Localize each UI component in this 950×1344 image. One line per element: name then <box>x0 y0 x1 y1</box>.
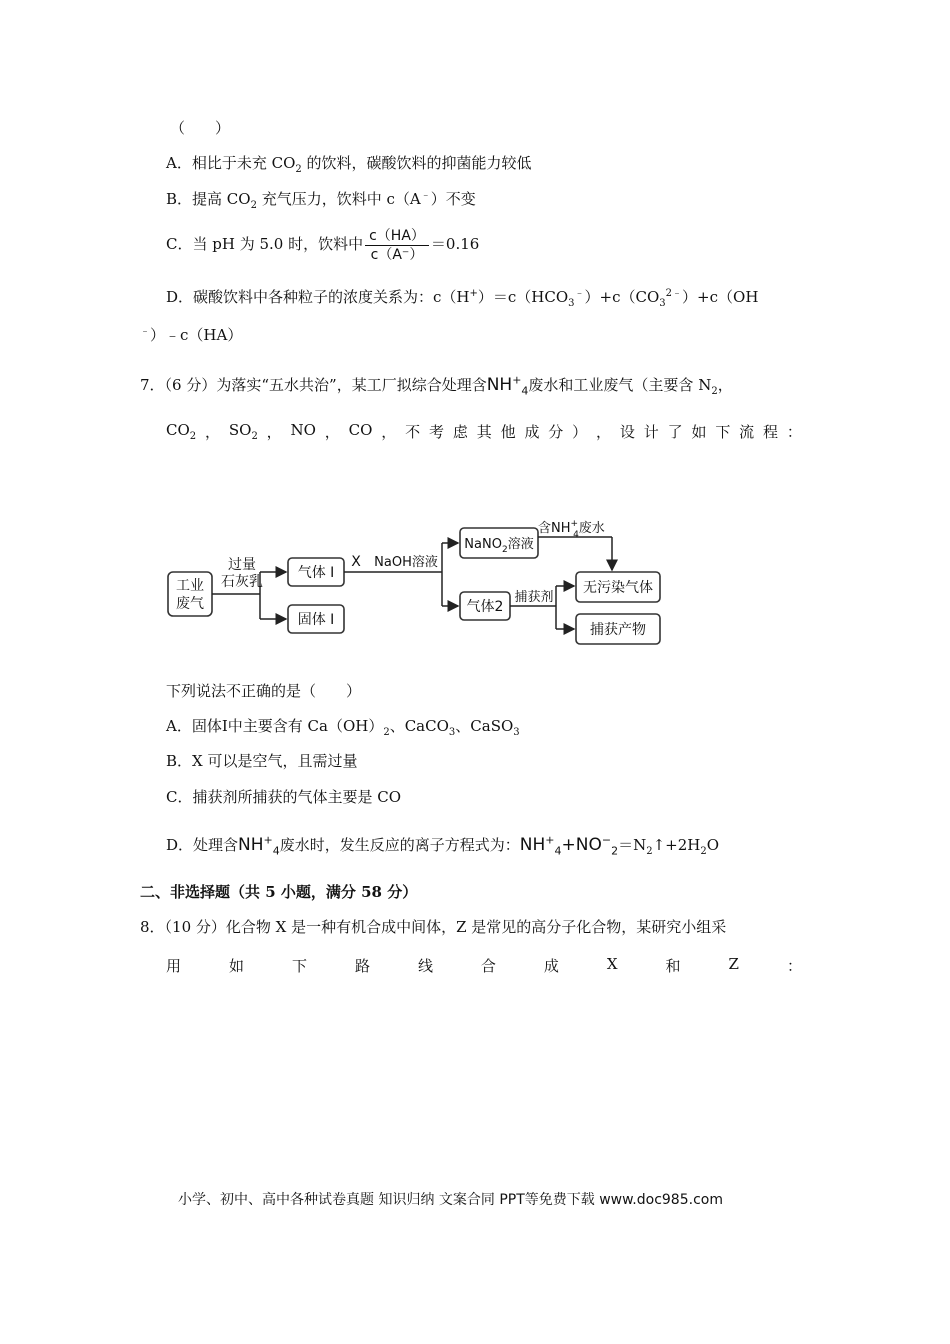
q7-stem-line2: $CO_2$ ， $SO_2$ ， NO ， CO ， 不 考 虑 其 他 成 分 ） ， 设 计 了 如 下 流 程 ： <box>166 421 802 442</box>
q7-option-c: C．捕获剂所捕获的气体主要是 CO <box>166 788 402 806</box>
excess-label: 过量 <box>228 557 256 573</box>
lime-milk-label: 石灰乳 <box>221 574 263 590</box>
clean-gas-label: 无污染气体 <box>583 580 653 596</box>
q7-option-d: D．处理含$NH^+_4$废水时，发生反应的离子方程式为：$NH^+_4+NO^-_2=N_2↑+2H_2O$ <box>166 833 720 858</box>
gas2-label: 气体2 <box>466 599 504 615</box>
q6-option-d-line2: ﹣）﹣c（HA） <box>140 326 243 344</box>
capture-agent-label: 捕获剂 <box>514 590 554 605</box>
waste-gas-label-1: 工业 <box>176 578 204 594</box>
ammonium-wastewater-label: 含NH+ 4废水 <box>538 519 605 540</box>
answer-paren: （ ） <box>170 119 231 137</box>
waste-treatment-flow-diagram <box>160 508 670 650</box>
captured-product-label: 捕获产物 <box>590 622 646 638</box>
nano2-label: NaNO$_2$溶液 <box>464 537 534 555</box>
waste-gas-label-2: 废气 <box>176 596 204 612</box>
section-heading: 二、非选择题（共 5 小题，满分 58 分） <box>140 883 418 901</box>
solid1-label: 固体 I <box>297 612 335 628</box>
q8-stem-line2: 用 如 下 路 线 合 成 X 和 Z ： <box>166 955 802 975</box>
x-label: X <box>351 554 361 570</box>
q7-option-a: A．固体Ⅰ中主要含有 $Ca(OH)_2$、CaCO$_3$、CaSO$_3$ <box>166 717 520 738</box>
naoh-label: NaOH溶液 <box>374 555 438 570</box>
q8-stem-line1: 8．（10 分）化合物 X 是一种有机合成中间体，Z 是常见的高分子化合物，某研究小组采 <box>140 918 727 936</box>
q6-option-a: A．相比于未充 $CO_2$ 的饮料，碳酸饮料的抑菌能力较低 <box>166 154 532 175</box>
q7-question: 下列说法不正确的是（ ） <box>166 682 362 700</box>
q6-option-c: C．当 pH 为 5.0 时，饮料中 $\frac{c(HA)}{c(A^-)}$ ＝0.16 <box>166 227 480 263</box>
q7-stem-line1: 7．（6 分）为落实“五水共治”，某工厂拟综合处理含$NH^+_4$废水和工业废气（主要含 $N_2$， <box>140 373 733 398</box>
q6-option-d-line1: D．碳酸饮料中各种粒子的浓度关系为：$c(H^+)=c(HCO_3^﹣)+c(CO_3^{2﹣})+c(OH$ <box>166 288 759 309</box>
q7-option-b: B．X 可以是空气，且需过量 <box>166 752 358 770</box>
page-footer: 小学、初中、高中各种试卷真题 知识归纳 文案合同 PPT等免费下载 www.doc985.com <box>178 1192 723 1208</box>
q6-option-b: B．提高 $CO_2$ 充气压力，饮料中 c（A﹣）不变 <box>166 190 476 211</box>
gas1-label: 气体 I <box>297 565 335 581</box>
concentration-ratio-fraction: $\frac{c(HA)}{c(A^-)}$ <box>365 227 429 264</box>
